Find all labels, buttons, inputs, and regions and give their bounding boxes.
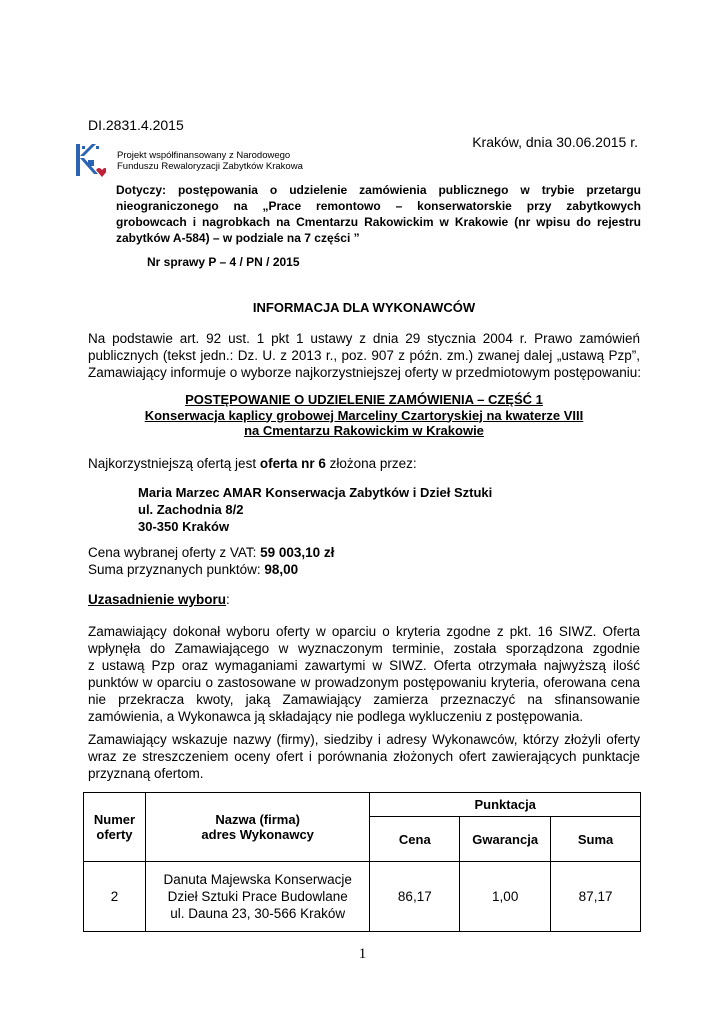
price-label: Cena wybranej oferty z VAT: [88,545,261,560]
paragraph-line: wpłynęła do Zamawiającego w wyznaczonym terminie, została sporządzona zgodnie [88,641,640,656]
procedure-title [88,392,640,439]
paragraph-line: wraz ze streszczeniem oceny ofert i porównania złożonych ofert zawierających punktacje [88,749,640,764]
offer-price-cell: 86,17 [370,862,460,932]
offers-table [83,792,641,932]
paragraph-line: przyznaną ofertom. [88,766,204,781]
paragraph-line: Na podstawie art. 92 ust. 1 pkt 1 ustawy z dnia 29 stycznia 2004 r. Prawo zamówień [88,331,640,346]
col-header-sum: Suma [551,817,641,862]
paragraph-line: nie przekracza kwoty, jaką Zamawiający zamierza przeznaczyć na sfinansowanie [88,692,640,707]
col-header-warranty: Gwarancja [460,817,551,862]
funding-line: Funduszu Rewaloryzacji Zabytków Krakowa [117,161,303,172]
offer-warranty-cell: 1,00 [460,862,551,932]
krakow-fund-logo-icon [76,142,106,180]
best-offer-statement [88,456,417,471]
points-label: Suma przyznanych punktów: [88,562,265,577]
paragraph-line: punktów w oparciu o zastosowane w prowadzonym postępowaniu kryteria, oferowana cena [88,675,640,690]
offer-name-cell [145,862,370,932]
document-reference: DI.2831.4.2015 [88,117,184,133]
offer-sum-cell: 87,17 [551,862,641,932]
procedure-line: POSTĘPOWANIE O UDZIELENIE ZAMÓWIENIA – CZĘŚĆ 1 [185,392,543,407]
header-text: oferty [96,827,133,842]
case-number: Nr sprawy P – 4 / PN / 2015 [147,255,300,269]
price-value: 59 003,10 zł [260,545,335,560]
header-text: Nazwa (firma) [215,812,300,827]
paragraph-line: Zamawiający dokonał wyboru oferty w oparciu o kryteria zgodne z pkt. 16 SIWZ. Oferta [88,624,640,639]
paragraph-line: Zamawiający informuje o wyborze najkorzystniejszej oferty w przedmiotowym postępowaniu: [88,365,641,380]
procedure-line: na Cmentarzu Rakowickim w Krakowie [244,423,484,438]
price-summary [88,544,334,578]
paragraph-line: Zamawiający wskazuje nazwy (firmy), siedziby i adresy Wykonawców, którzy złożyli oferty [88,732,640,747]
col-header-price: Cena [370,817,460,862]
offer-number-cell: 2 [84,862,146,932]
table-row [84,862,641,932]
col-header-offer [84,793,146,862]
header-text: Numer [93,812,136,827]
paragraph-line: publicznych (tekst jedn.: Dz. U. z 2013 r., poz. 907 z późn. zm.) zwanej dalej „ustawą Pzp”, [88,348,640,363]
subject-line: grobowcach i nagrobkach na Cmentarzu Rakowickim w Krakowie (nr wpisu do rejestru [116,215,641,229]
name-line: ul. Dauna 23, 30-566 Kraków [170,906,346,921]
best-offer-prefix: Najkorzystniejszą ofertą jest [88,456,260,471]
contractor-city: 30-350 Kraków [138,519,230,534]
selected-contractor [138,484,492,535]
procedure-line: Konserwacja kaplicy grobowej Marceliny Czartoryskiej na kwaterze VIII [144,407,584,423]
name-line: Danuta Majewska Konserwacje [163,872,352,887]
subject-block [116,182,641,246]
funding-line: Projekt współfinansowany z Narodowego [117,150,291,161]
contractor-name: Maria Marzec AMAR Konserwacja Zabytków i Dzieł Sztuki [138,485,493,500]
subject-line: zabytków A-584) – w podziale na 7 części ” [116,231,360,245]
header-text: adres Wykonawcy [201,827,314,842]
col-header-points: Punktacja [370,793,641,817]
best-offer-number: oferta nr 6 [259,456,326,471]
listing-paragraph [88,731,640,782]
contractor-street: ul. Zachodnia 8/2 [138,502,244,517]
col-header-name [145,793,370,862]
subject-line: Dotyczy: postępowania o udzielenie zamówienia publicznego w trybie przetargu [116,183,641,197]
intro-paragraph [88,330,640,381]
justification-heading [88,592,230,607]
paragraph-line: z ustawą Pzp oraz wymaganiami zawartymi w SIWZ. Oferta otrzymała najwyższą ilość [88,658,640,673]
page-title: INFORMACJA DLA WYKONAWCÓW [252,300,476,315]
justification-label: Uzasadnienie wyboru [88,592,227,607]
document-date: Kraków, dnia 30.06.2015 r. [472,134,638,150]
points-value: 98,00 [264,562,299,577]
subject-line: nieograniczonego na „Prace remontowo – konserwatorskie przy zabytkowych [116,199,641,213]
page-number: 1 [358,946,367,962]
justification-paragraph [88,623,640,725]
name-line: Dzieł Sztuki Prace Budowlane [167,889,348,904]
justification-colon: : [226,592,230,607]
funding-note [117,150,303,172]
paragraph-line: zamówienia, a Wykonawca ją składający nie podlega wykluczeniu z postępowania. [88,709,584,724]
best-offer-suffix: złożona przez: [325,456,417,471]
